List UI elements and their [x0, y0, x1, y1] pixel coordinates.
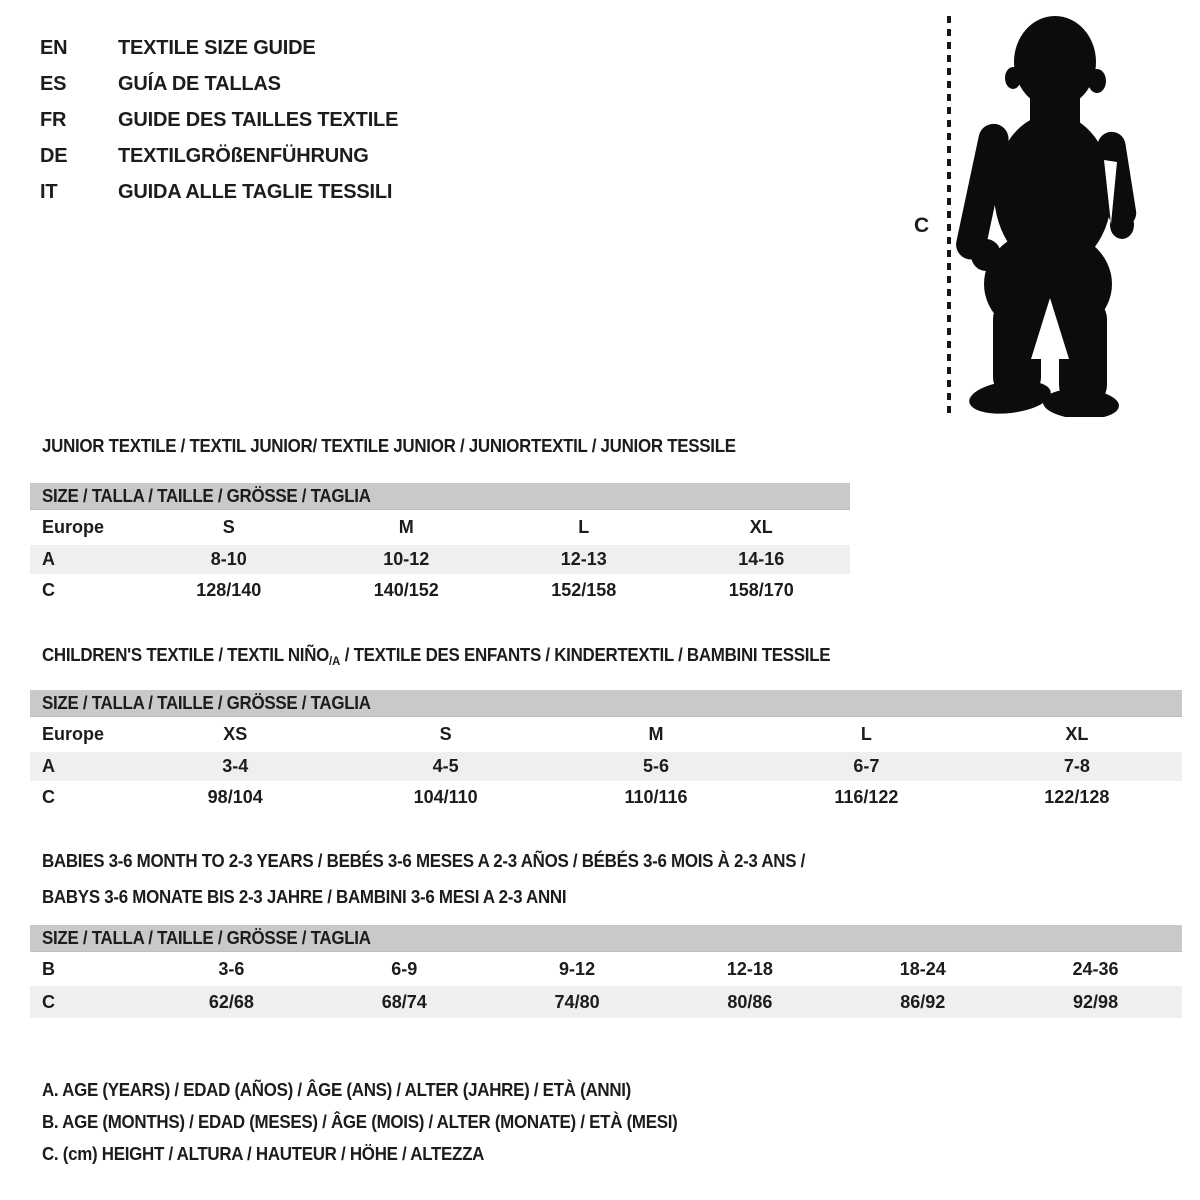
value-cell: 86/92 — [900, 991, 946, 1012]
value-cell: 10-12 — [383, 549, 430, 569]
value-cell: 74/80 — [554, 991, 600, 1012]
table-row-europe — [30, 717, 1182, 752]
lang-code: IT — [40, 181, 58, 203]
legend-line-c: C. (cm) HEIGHT / ALTURA / HAUTEUR / HÖHE / ALTEZZA — [42, 1144, 485, 1164]
value-cell: 7-8 — [1063, 756, 1090, 776]
size-header-text: SIZE / TALLA / TAILLE / GRÖSSE / TAGLIA — [42, 486, 371, 506]
value-cell: 3-4 — [222, 756, 249, 776]
height-measure-dashed-line — [947, 16, 951, 414]
value-cell: 12-13 — [560, 549, 607, 569]
value-cell: 68/74 — [381, 991, 427, 1012]
row-label: Europe — [42, 724, 105, 744]
row-label: C — [42, 991, 55, 1012]
table-row-europe — [30, 510, 850, 545]
junior-size-table — [30, 483, 850, 607]
lang-row-it — [40, 174, 398, 210]
value-cell: 140/152 — [373, 580, 439, 600]
lang-title: TEXTILE SIZE GUIDE — [118, 37, 316, 59]
size-header-text: SIZE / TALLA / TAILLE / GRÖSSE / TAGLIA — [42, 928, 371, 948]
language-title-list — [40, 30, 398, 210]
size-cell: L — [860, 724, 872, 744]
table-row-age — [30, 752, 1182, 781]
lang-code: ES — [40, 73, 67, 95]
junior-section-title — [42, 436, 780, 457]
lang-code: FR — [40, 109, 67, 131]
row-label: B — [42, 958, 55, 979]
value-cell: 24-36 — [1072, 958, 1119, 979]
size-cell: XL — [1065, 724, 1089, 744]
size-cell: L — [578, 517, 590, 537]
row-label: C — [42, 580, 55, 600]
row-label: A — [42, 756, 55, 776]
value-cell: 8-10 — [210, 549, 247, 569]
babies-title-line1: BABIES 3-6 MONTH TO 2-3 YEARS / BEBÉS 3-6 MESES A 2-3 AÑOS / BÉBÉS 3-6 MOIS À 2-3 ANS / — [42, 851, 806, 871]
size-cell: M — [648, 724, 664, 744]
table-row-height — [30, 781, 1182, 814]
value-cell: 4-5 — [432, 756, 459, 776]
children-title-sub: /A — [329, 654, 341, 668]
legend-line-b: B. AGE (MONTHS) / EDAD (MESES) / ÂGE (MOIS) / ALTER (MONATE) / ETÀ (MESI) — [42, 1112, 678, 1132]
value-cell: 9-12 — [559, 958, 596, 979]
value-cell: 18-24 — [899, 958, 946, 979]
value-cell: 6-9 — [391, 958, 418, 979]
height-measure-label: C — [914, 214, 930, 237]
value-cell: 5-6 — [643, 756, 670, 776]
table-row-age — [30, 545, 850, 574]
row-label: A — [42, 549, 55, 569]
lang-row-en — [40, 30, 398, 66]
value-cell: 80/86 — [727, 991, 773, 1012]
toddler-silhouette-icon — [953, 12, 1138, 417]
value-cell: 116/122 — [834, 787, 899, 807]
children-size-table — [30, 690, 1182, 814]
children-title-pre: CHILDREN'S TEXTILE / TEXTIL NIÑO — [42, 645, 330, 665]
measurement-legend — [42, 1074, 718, 1170]
value-cell: 3-6 — [218, 958, 245, 979]
size-header-text: SIZE / TALLA / TAILLE / GRÖSSE / TAGLIA — [42, 693, 371, 713]
size-header-bar — [30, 483, 850, 510]
value-cell: 110/116 — [624, 787, 688, 807]
value-cell: 152/158 — [551, 580, 617, 600]
value-cell: 104/110 — [413, 787, 478, 807]
size-cell: M — [398, 517, 414, 537]
size-cell: XL — [749, 517, 773, 537]
value-cell: 158/170 — [728, 580, 794, 600]
table-row-height — [30, 986, 1182, 1018]
lang-title: GUIDA ALLE TAGLIE TESSILI — [118, 181, 393, 203]
children-title-post: / TEXTILE DES ENFANTS / KINDERTEXTIL / BAMBINI TESSILE — [340, 645, 831, 665]
babies-title-line2: BABYS 3-6 MONATE BIS 2-3 JAHRE / BAMBINI 3-6 MESI A 2-3 ANNI — [42, 887, 567, 907]
table-row-height — [30, 574, 850, 607]
row-label: C — [42, 787, 55, 807]
lang-title: TEXTILGRÖßENFÜHRUNG — [118, 145, 369, 167]
size-cell: XS — [223, 724, 248, 744]
junior-section-title-text: JUNIOR TEXTILE / TEXTIL JUNIOR/ TEXTILE JUNIOR / JUNIORTEXTIL / JUNIOR TESSILE — [42, 436, 736, 456]
children-section-title-text — [42, 645, 830, 668]
value-cell: 92/98 — [1073, 991, 1119, 1012]
size-cell: S — [222, 517, 235, 537]
value-cell: 12-18 — [726, 958, 773, 979]
value-cell: 98/104 — [207, 787, 263, 807]
table-row-months — [30, 952, 1182, 986]
lang-row-de — [40, 138, 398, 174]
row-label: Europe — [42, 517, 105, 537]
lang-title: GUÍA DE TALLAS — [118, 73, 281, 95]
lang-title: GUIDE DES TAILLES TEXTILE — [118, 109, 399, 131]
legend-line-a: A. AGE (YEARS) / EDAD (AÑOS) / ÂGE (ANS) / ALTER (JAHRE) / ETÀ (ANNI) — [42, 1080, 632, 1100]
value-cell: 122/128 — [1044, 787, 1110, 807]
lang-row-es — [40, 66, 398, 102]
babies-section-title — [42, 843, 854, 915]
children-section-title — [42, 645, 881, 668]
size-header-bar — [30, 690, 1182, 717]
size-header-bar — [30, 925, 1182, 952]
lang-row-fr — [40, 102, 398, 138]
babies-size-table — [30, 925, 1182, 1018]
value-cell: 62/68 — [208, 991, 254, 1012]
value-cell: 6-7 — [853, 756, 880, 776]
value-cell: 128/140 — [196, 580, 262, 600]
value-cell: 14-16 — [738, 549, 785, 569]
lang-code: EN — [40, 37, 68, 59]
lang-code: DE — [40, 145, 68, 167]
size-cell: S — [439, 724, 452, 744]
